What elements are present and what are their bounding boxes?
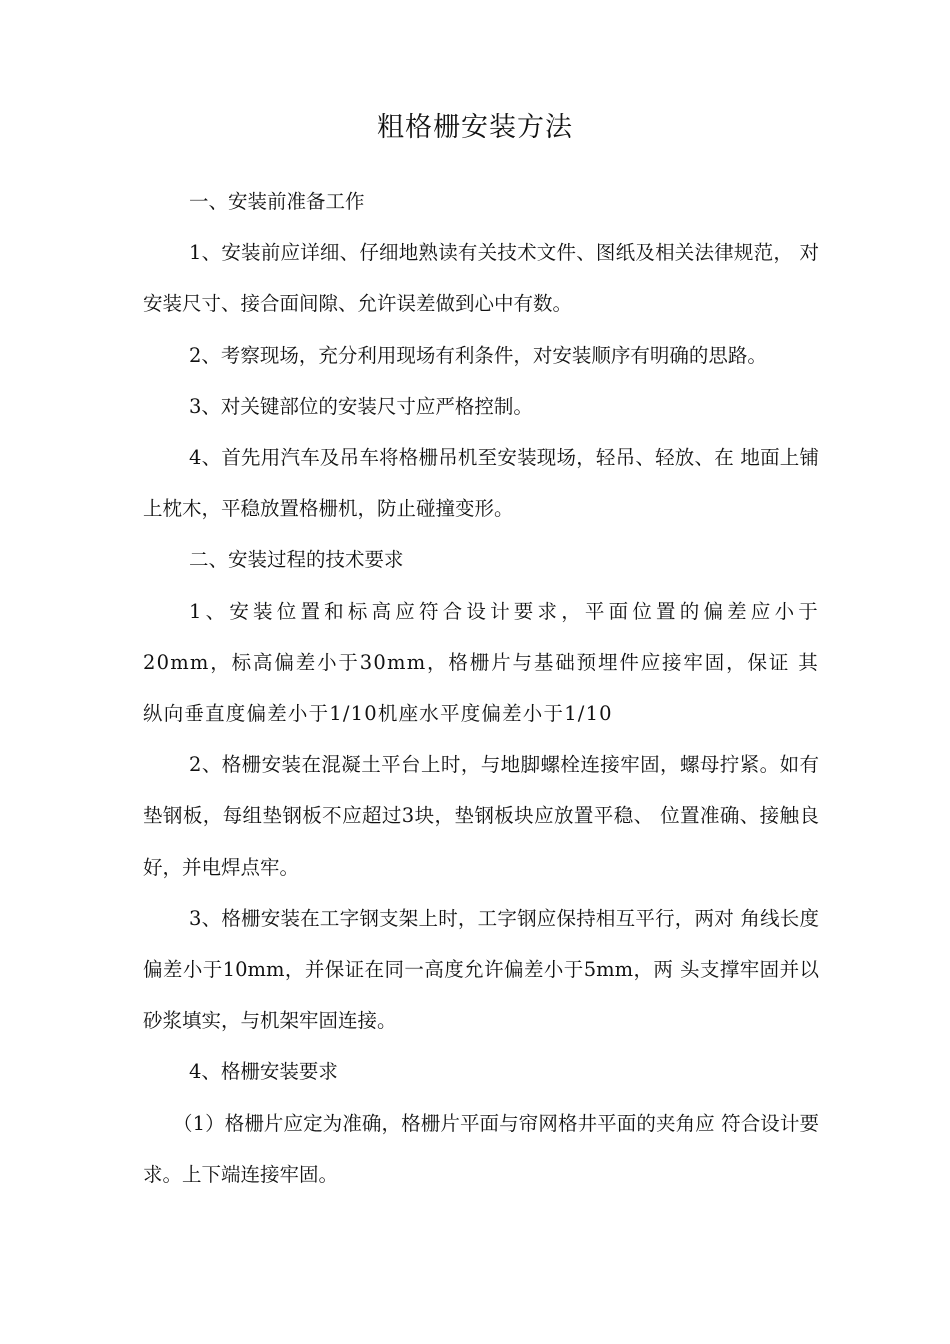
paragraph-1-3: 3、对关键部位的安装尺寸应严格控制。 (189, 394, 533, 418)
document-title: 粗格栅安装方法 (377, 112, 573, 143)
paragraph-2-1: 1、安装位置和标高应符合设计要求，平面位置的偏差应小于20mm，标高偏差小于30mm，格栅片与基础预埋件应接牢固，保证 其纵向垂直度偏差小于1/10机座水平度偏差小于1/10 (143, 599, 819, 726)
paragraph-2-4-heading: 4、格栅安装要求 (189, 1060, 338, 1084)
section-heading-2: 二、安装过程的技术要求 (189, 548, 404, 572)
paragraph-2-2: 2、格栅安装在混凝土平台上时，与地脚螺栓连接牢固，螺母拧紧。如有垫钢板，每组垫钢板不应超过3块，垫钢板块应放置平稳、 位置准确、接触良好，并电焊点牢。 (143, 753, 819, 879)
paragraph-2-3: 3、格栅安装在工字钢支架上时，工字钢应保持相互平行，两对 角线长度偏差小于10mm，并保证在同一高度允许偏差小于5mm，两 头支撑牢固并以砂浆填实，与机架牢固连接。 (143, 906, 819, 1033)
paragraph-1-4: 4、首先用汽车及吊车将格栅吊机至安装现场，轻吊、轻放、在 地面上铺上枕木，平稳放置格栅机，防止碰撞变形。 (143, 446, 819, 521)
paragraph-1-2: 2、考察现场，充分利用现场有利条件，对安装顺序有明确的思路。 (189, 343, 767, 367)
document-body (143, 176, 819, 1200)
paragraph-2-4-1: （1）格栅片应定为准确，格栅片平面与帘网格井平面的夹角应 符合设计要求。上下端连接牢固。 (143, 1111, 819, 1186)
paragraph-1-1: 1、安装前应详细、仔细地熟读有关技术文件、图纸及相关法律规范， 对安装尺寸、接合面间隙、允许误差做到心中有数。 (143, 241, 819, 316)
section-heading-1: 一、安装前准备工作 (189, 190, 365, 213)
